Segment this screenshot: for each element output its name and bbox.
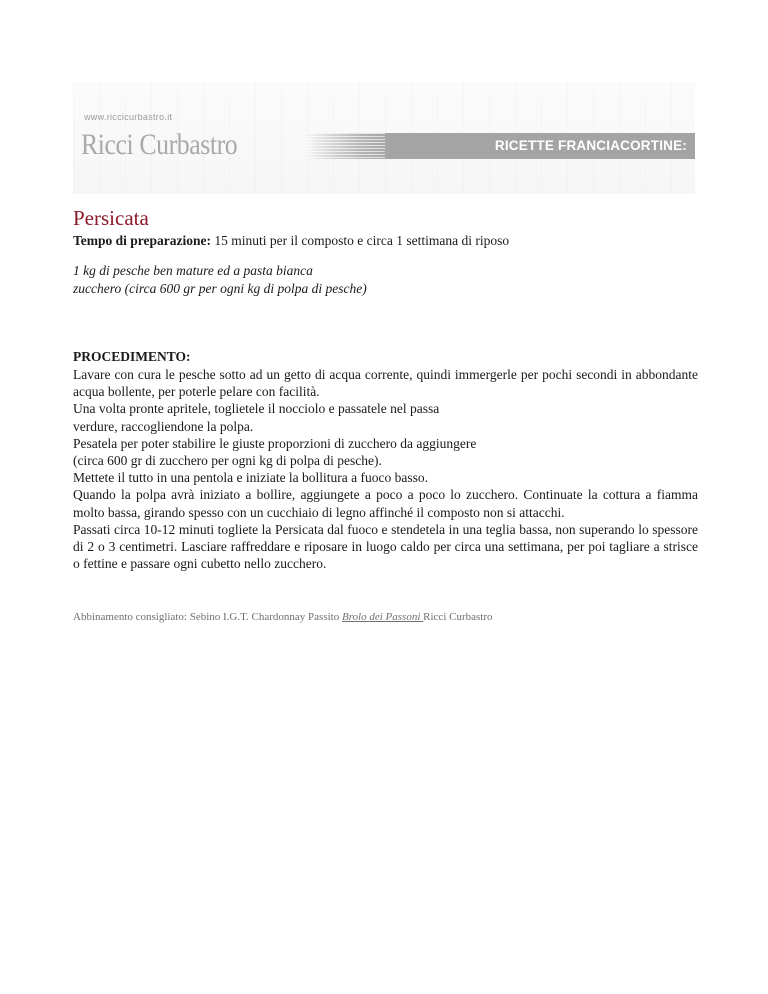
procedure-step: Mettete il tutto in una pentola e iniziate la bollitura a fuoco basso.: [73, 470, 429, 486]
ingredients-list: [73, 262, 698, 298]
pairing-wine-link[interactable]: Brolo dei Passoni: [341, 611, 424, 624]
procedure-step: Una volta pronte apritele, toglietele il nocciolo e passatele nel passa: [73, 401, 440, 417]
procedure-step: verdure, raccogliendone la polpa.: [73, 418, 254, 434]
procedure-step: (circa 600 gr di zucchero per ogni kg di polpa di pesche).: [73, 453, 382, 469]
wine-pairing: [73, 610, 698, 624]
prep-label: Tempo di preparazione:: [73, 233, 212, 248]
procedure-step: Quando la polpa avrà iniziato a bollire, aggiungete a poco a poco lo zucchero. Continuate la cottura a fiamma molto bassa, girando spesso con un cucchiaio di legno affinché il composto non si attacchi.: [73, 487, 698, 520]
procedure-text: [73, 366, 698, 572]
brand-logo: Ricci Curbastro: [81, 128, 238, 161]
section-banner: [305, 133, 695, 159]
procedure-step: Passati circa 10-12 minuti togliete la Persicata dal fuoco e stendetela in una teglia bassa, non superando lo spessore di 2 o 3 centimetri. Lasciare raffreddare e riposare in luogo caldo per circa una settimana, per poi tagliare a strisce o fettine e passare ogni cubetto nello zucchero.: [73, 521, 698, 572]
header: [73, 82, 695, 194]
procedure-step: Lavare con cura le pesche sotto ad un getto di acqua corrente, quindi immergerle per pochi secondi in abbondante acqua bollente, per poterle pelare con facilità.: [73, 367, 698, 400]
prep-time: [73, 232, 698, 250]
procedure-heading: PROCEDIMENTO:: [73, 349, 191, 364]
prep-value: 15 minuti per il composto e circa 1 settimana di riposo: [211, 233, 510, 248]
site-url[interactable]: www.riccicurbastro.it: [84, 112, 173, 122]
ingredient-item: zucchero (circa 600 gr per ogni kg di polpa di pesche): [73, 281, 367, 296]
procedure-step: Pesatela per poter stabilire le giuste proporzioni di zucchero da aggiungere: [73, 435, 477, 451]
banner-text: RICETTE FRANCIACORTINE:: [494, 138, 687, 153]
recipe-content: [73, 204, 698, 624]
recipe-title: Persicata: [73, 206, 149, 230]
pairing-prefix: Abbinamento consigliato: Sebino I.G.T. Chardonnay Passito: [73, 611, 342, 624]
pairing-suffix: Ricci Curbastro: [423, 611, 493, 624]
banner-stripes: [305, 133, 385, 159]
ingredient-item: 1 kg di pesche ben mature ed a pasta bianca: [73, 263, 313, 278]
